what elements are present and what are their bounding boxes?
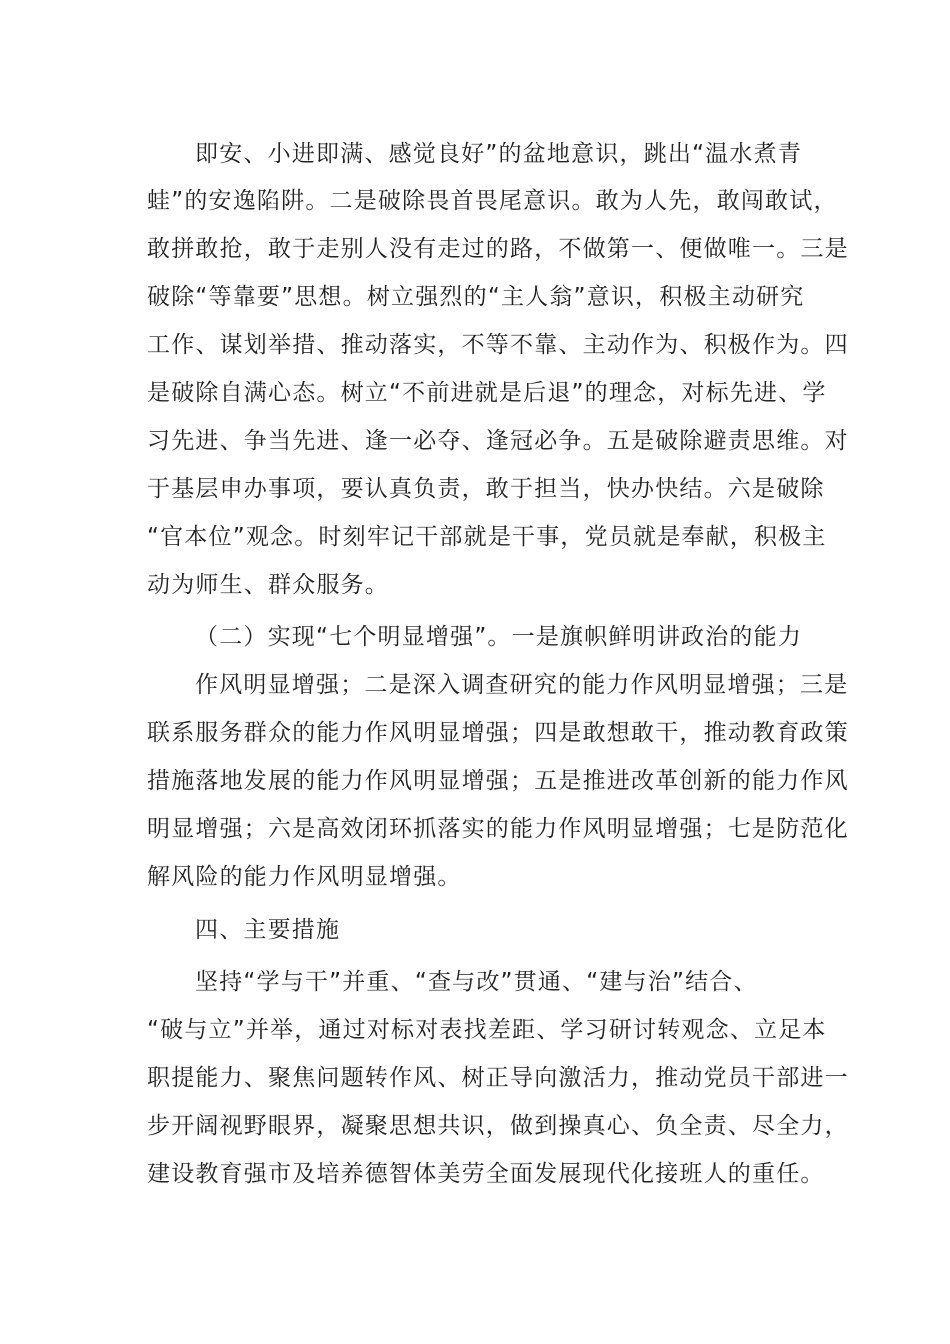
text-line-7: 习先进、争当先进、逢一必夺、逢冠必争。五是破除避责思维。对 — [147, 428, 849, 454]
text-line-21: 步开阔视野眼界，凝聚思想共识，做到操真心、负全责、尽全力， — [147, 1113, 849, 1139]
text-line-5: 工作、谋划举措、推动落实，不等不靠、主动作为、积极作为。四 — [147, 332, 849, 358]
text-line-4: 破除“等靠要”思想。树立强烈的“主人翁”意识，积极主动研究 — [147, 284, 805, 310]
text-line-1: 即安、小进即满、感觉良好”的盆地意识，跳出“温水煮青 — [195, 141, 803, 167]
text-line-15: 明显增强；六是高效闭环抓落实的能力作风明显增强；七是防范化 — [147, 816, 849, 842]
section-heading-4: 四、主要措施 — [195, 917, 341, 943]
text-line-10: 动为师生、群众服务。 — [147, 572, 389, 598]
text-line-19: “破与立”并举，通过对标对表找差距、学习研讨转观念、立足本 — [147, 1017, 827, 1043]
text-line-20: 职提能力、聚焦问题转作风、树正导向激活力，推动党员干部进一 — [147, 1065, 849, 1091]
text-line-13: 联系服务群众的能力作风明显增强；四是敢想敢干，推动教育政策 — [147, 720, 849, 746]
text-line-16: 解风险的能力作风明显增强。 — [147, 864, 462, 890]
text-line-22: 建设教育强市及培养德智体美劳全面发展现代化接班人的重任。 — [147, 1161, 825, 1187]
section-heading-2: （二）实现“七个明显增强”。一是旗帜鲜明讲政治的能力 — [195, 624, 803, 650]
text-line-6: 是破除自满心态。树立“不前进就是后退”的理念，对标先进、学 — [147, 380, 827, 406]
text-line-3: 敢拼敢抢，敢于走别人没有走过的路，不做第一、便做唯一。三是 — [147, 236, 849, 262]
text-line-8: 于基层申办事项，要认真负责，敢于担当，快办快结。六是破除 — [147, 476, 825, 502]
text-line-12: 作风明显增强；二是深入调查研究的能力作风明显增强；三是 — [195, 672, 849, 698]
text-line-18: 坚持“学与干”并重、“查与改”贯通、“建与治”结合、 — [195, 969, 758, 995]
text-line-9: “官本位”观念。时刻牢记干部就是干事，党员就是奉献，积极主 — [147, 524, 827, 550]
text-line-14: 措施落地发展的能力作风明显增强；五是推进改革创新的能力作风 — [147, 768, 849, 794]
text-line-2: 蛙”的安逸陷阱。二是破除畏首畏尾意识。敢为人先，敢闯敢试， — [147, 188, 838, 214]
